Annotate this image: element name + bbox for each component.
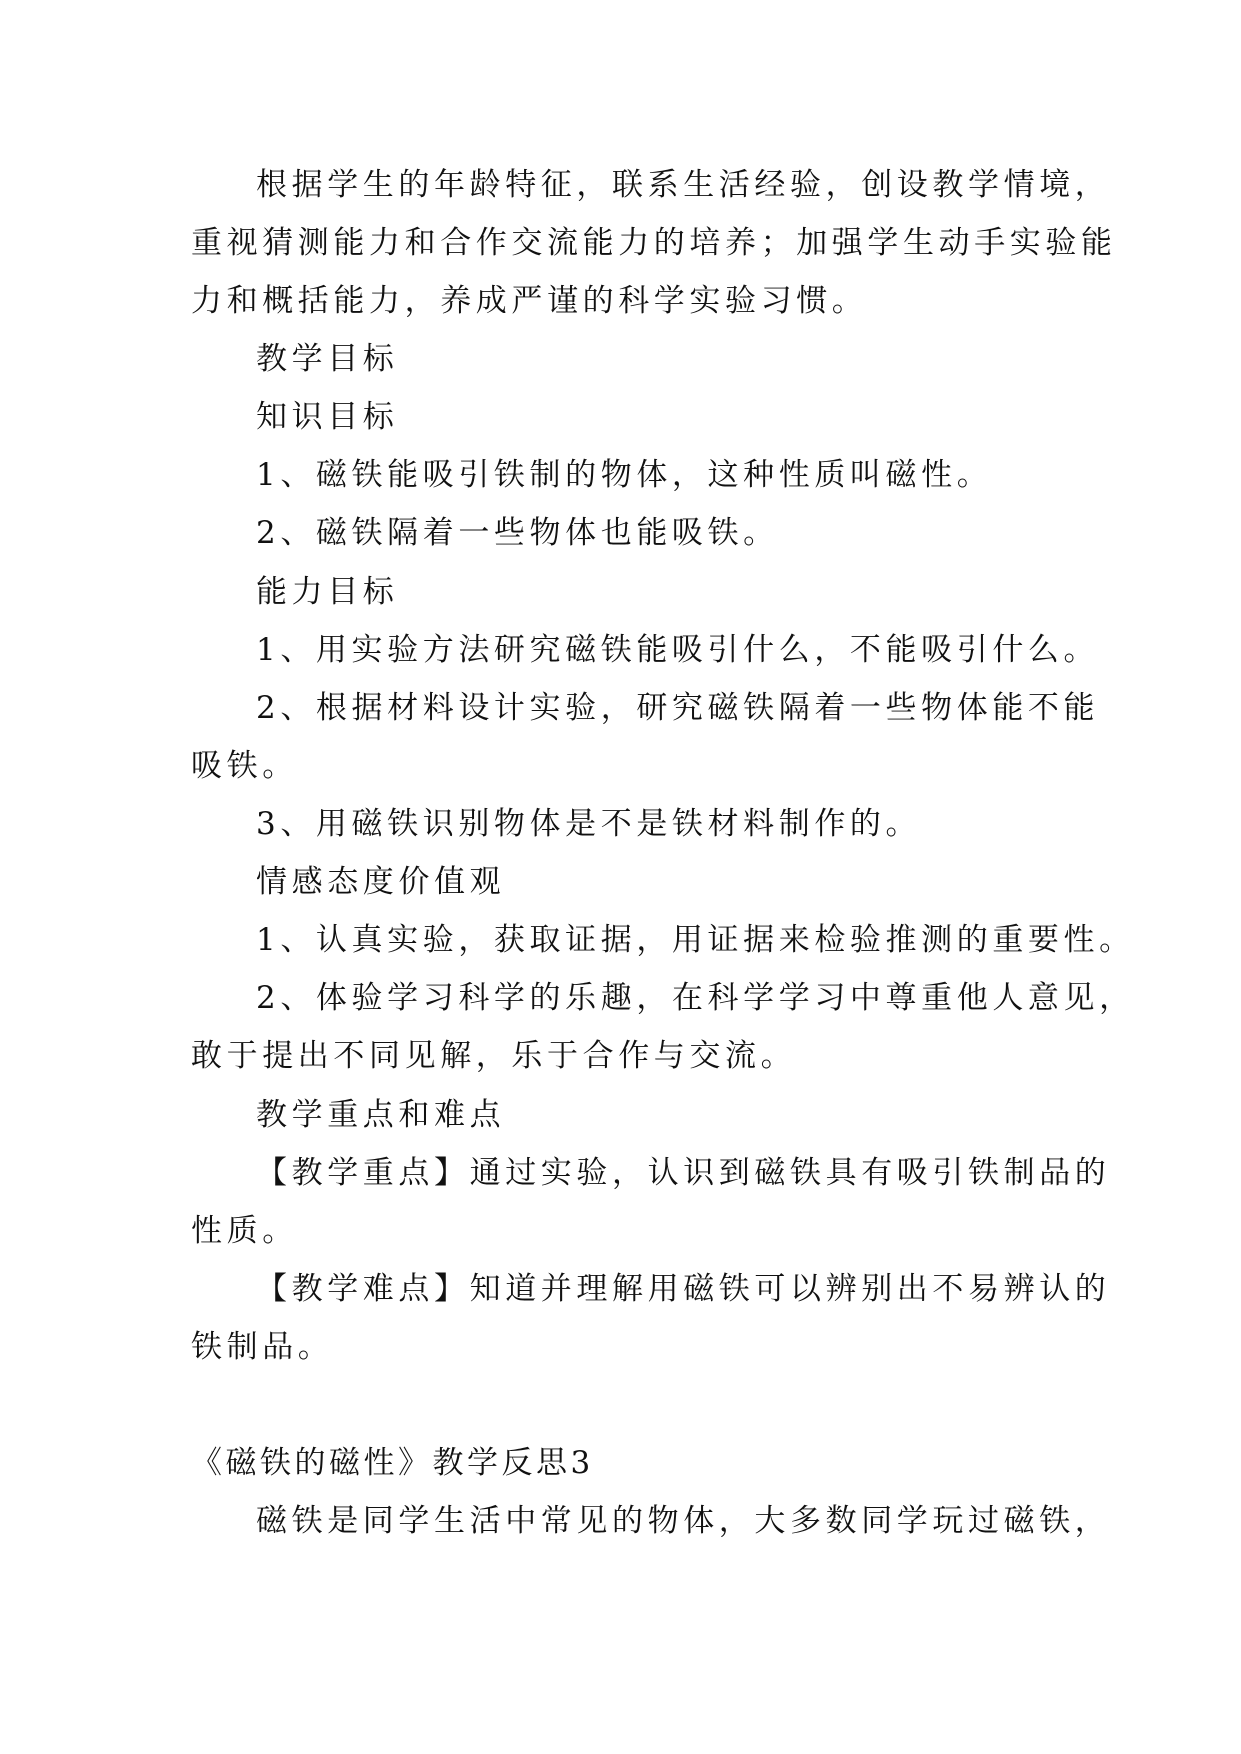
list-item: 2、根据材料设计实验，研究磁铁隔着一些物体能不能 <box>256 690 1100 726</box>
list-item: 3、用磁铁识别物体是不是铁材料制作的。 <box>256 806 922 842</box>
paragraph-line: 重视猜测能力和合作交流能力的培养；加强学生动手实验能 <box>191 225 1117 261</box>
heading-ability-goals: 能力目标 <box>256 574 399 610</box>
paragraph-line: 【教学难点】知道并理解用磁铁可以辨别出不易辨认的 <box>256 1271 1111 1307</box>
heading-teaching-goals: 教学目标 <box>256 341 399 377</box>
section-title: 《磁铁的磁性》教学反思3 <box>191 1445 594 1481</box>
paragraph-line: 根据学生的年龄特征，联系生活经验，创设教学情境， <box>256 167 1111 203</box>
list-item: 1、用实验方法研究磁铁能吸引什么，不能吸引什么。 <box>256 632 1100 668</box>
paragraph-line: 铁制品。 <box>191 1329 334 1365</box>
list-item: 1、磁铁能吸引铁制的物体，这种性质叫磁性。 <box>256 457 993 493</box>
heading-knowledge-goals: 知识目标 <box>256 399 399 435</box>
list-item-continuation: 敢于提出不同见解，乐于合作与交流。 <box>191 1038 797 1074</box>
list-item: 2、体验学习科学的乐趣，在科学学习中尊重他人意见， <box>256 980 1135 1016</box>
heading-key-and-difficult-points: 教学重点和难点 <box>256 1097 506 1133</box>
paragraph-line: 磁铁是同学生活中常见的物体，大多数同学玩过磁铁， <box>256 1503 1111 1539</box>
heading-attitude-values: 情感态度价值观 <box>256 864 506 900</box>
paragraph-line: 【教学重点】通过实验，认识到磁铁具有吸引铁制品的 <box>256 1155 1111 1191</box>
list-item-continuation: 吸铁。 <box>191 748 298 784</box>
paragraph-line: 性质。 <box>191 1213 298 1249</box>
list-item: 1、认真实验，获取证据，用证据来检验推测的重要性。 <box>256 922 1135 958</box>
list-item: 2、磁铁隔着一些物体也能吸铁。 <box>256 515 779 551</box>
paragraph-line: 力和概括能力，养成严谨的科学实验习惯。 <box>191 283 868 319</box>
